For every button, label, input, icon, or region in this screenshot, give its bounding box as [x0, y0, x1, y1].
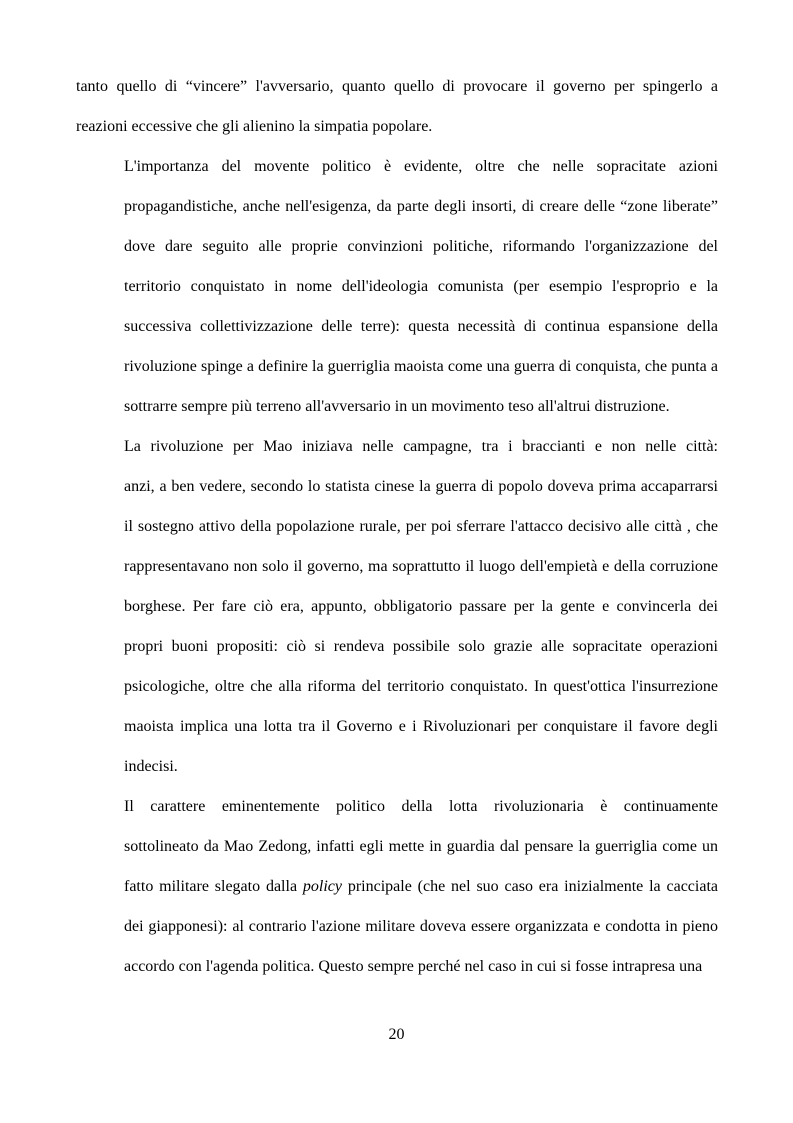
text-line: psicologiche, oltre che alla riforma del territorio conquistato. In quest'ottica l'insurrezione: [124, 678, 718, 695]
paragraph: [76, 147, 718, 427]
text-line: anzi, a ben vedere, secondo lo statista cinese la guerra di popolo doveva prima accaparrarsi: [124, 478, 718, 495]
text-line: tanto quello di “vincere” l'avversario, quanto quello di provocare il governo per spingerlo a: [76, 78, 718, 95]
text-line: fatto militare slegato dalla policy principale (che nel suo caso era inizialmente la cacciata: [124, 878, 719, 895]
text-line: indecisi.: [124, 758, 178, 775]
document-page: [76, 67, 718, 987]
text-line: maoista implica una lotta tra il Governo e i Rivoluzionari per conquistare il favore degli: [124, 718, 718, 735]
paragraph: [76, 787, 718, 987]
text-line: propagandistiche, anche nell'esigenza, da parte degli insorti, di creare delle “zone liberate”: [124, 198, 718, 215]
text-line: La rivoluzione per Mao iniziava nelle campagne, tra i braccianti e non nelle città:: [124, 438, 718, 455]
text-line: propri buoni propositi: ciò si rendeva possibile solo grazie alle sopracitate operazioni: [124, 638, 718, 655]
text-line: territorio conquistato in nome dell'ideologia comunista (per esempio l'esproprio e la: [124, 278, 718, 295]
paragraph: [76, 67, 718, 147]
paragraph: [76, 427, 718, 787]
text-line: L'importanza del movente politico è evidente, oltre che nelle sopracitate azioni: [124, 158, 718, 175]
text-line: borghese. Per fare ciò era, appunto, obbligatorio passare per la gente e convincerla dei: [124, 598, 718, 615]
text-line: Il carattere eminentemente politico della lotta rivoluzionaria è continuamente: [124, 798, 718, 815]
text-line: sottrarre sempre più terreno all'avversario in un movimento teso all'altrui distruzione.: [124, 398, 670, 415]
text-line: rivoluzione spinge a definire la guerriglia maoista come una guerra di conquista, che punta a: [124, 358, 718, 375]
text-line: accordo con l'agenda politica. Questo sempre perché nel caso in cui si fosse intrapresa una: [124, 958, 703, 975]
text-line: reazioni eccessive che gli alienino la simpatia popolare.: [76, 118, 433, 135]
text-line: rappresentavano non solo il governo, ma soprattutto il luogo dell'empietà e della corruzione: [124, 558, 718, 575]
text-line: sottolineato da Mao Zedong, infatti egli mette in guardia dal pensare la guerriglia come un: [124, 838, 718, 855]
text-line: dei giapponesi): al contrario l'azione militare doveva essere organizzata e condotta in pieno: [124, 918, 718, 935]
page-number: 20: [388, 1026, 405, 1043]
text-line: il sostegno attivo della popolazione rurale, per poi sferrare l'attacco decisivo alle città , che: [124, 518, 718, 535]
text-line: successiva collettivizzazione delle terre): questa necessità di continua espansione della: [124, 318, 718, 335]
text-line: dove dare seguito alle proprie convinzioni politiche, riformando l'organizzazione del: [124, 238, 718, 255]
